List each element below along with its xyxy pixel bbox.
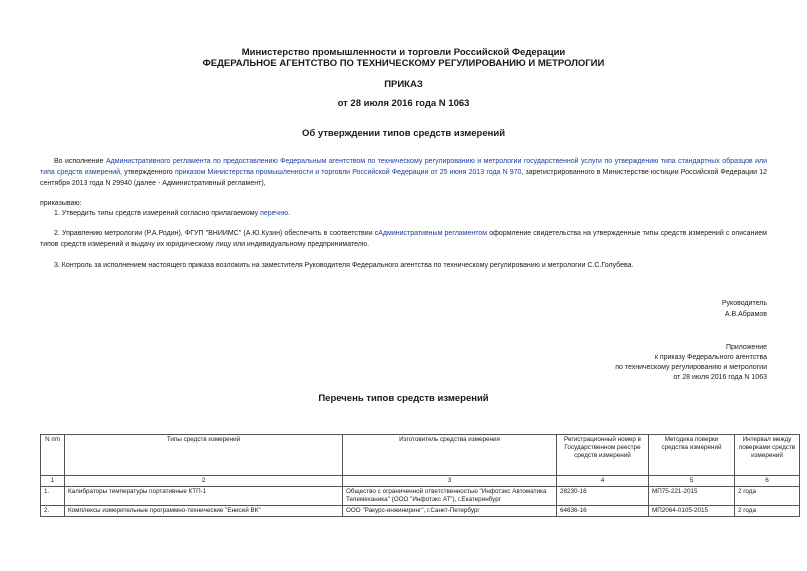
item-1-text-b: .: [288, 210, 291, 217]
item-2-text-b: оформление свидетельства на утвержденные типы средств измерений с описанием типов средств измерений и выдачу их юридическому лицу или индивидуальному предпринимателю.: [40, 230, 767, 248]
admin-regulation-link[interactable]: Административным регламентом: [378, 230, 488, 237]
signatory-role: Руководитель: [721, 300, 767, 307]
column-number: 5: [649, 476, 735, 487]
item-1-text-a: 1. Утвердить типы средств измерений согласно прилагаемому: [54, 210, 261, 217]
header-manufacturer: Изготовитель средства измерения: [343, 435, 557, 476]
list-title: Перечень типов средств измерений: [318, 393, 489, 404]
document-date: от 28 июля 2016 года N 1063: [337, 98, 470, 109]
list-link[interactable]: перечню: [260, 210, 289, 217]
instrument-type: Комплексы измерительные программно-технические "Енисей ВК": [65, 506, 343, 517]
column-number-row: [41, 476, 800, 487]
verification-interval: 2 года: [735, 487, 800, 506]
header-instrument-type: Типы средств измерений: [65, 435, 343, 476]
ministry-order-link[interactable]: приказом Министерства промышленности и торговли Российской Федерации от 25 июня 2013 года N 970: [174, 169, 522, 176]
table-header-row: [41, 435, 800, 476]
order-item-2: [40, 228, 767, 250]
instrument-type: Калибраторы температуры портативные КТП-1: [65, 487, 343, 506]
preamble-text-c: , зарегистрированного в Министерстве юстиции Российской Федерации 12 сентября 2013 года N 29940 (далее - Административный регламент),: [40, 169, 768, 187]
preamble-text-a: Во исполнение: [54, 158, 106, 165]
verification-method: МП75-221-2015: [649, 487, 735, 506]
preamble-paragraph: [40, 156, 767, 189]
preamble-text-b: , утвержденного: [120, 169, 175, 176]
verification-method: МП2064-0105-2015: [649, 506, 735, 517]
row-number: 2.: [41, 506, 65, 517]
document-type: ПРИКАЗ: [384, 79, 423, 90]
registration-number: 28230-16: [557, 487, 649, 506]
header-registration-number: Регистрационный номер в Государственном реестре средств измерений: [557, 435, 649, 476]
agency-name: ФЕДЕРАЛЬНОЕ АГЕНТСТВО ПО ТЕХНИЧЕСКОМУ РЕГУЛИРОВАНИЮ И МЕТРОЛОГИИ: [202, 58, 605, 69]
row-number: 1.: [41, 487, 65, 506]
verification-interval: 2 года: [735, 506, 800, 517]
ministry-name: Министерство промышленности и торговли Российской Федерации: [241, 47, 566, 58]
registration-number: 64636-16: [557, 506, 649, 517]
appendix-label: Приложение: [725, 344, 767, 351]
table-row: [41, 487, 800, 506]
appendix-line-3: по техническому регулированию и метрологии: [615, 364, 767, 371]
regulation-link[interactable]: Административного регламента по предоставлению Федеральным агентством по техническому регулированию и метрологии государственной услуги по утверждению типа стандартных образцов или типа средств измерений: [40, 158, 767, 176]
order-item-3: 3. Контроль за исполнением настоящего приказа возложить на заместителя Руководителя Федерального агентства по техническому регулированию и метрологии С.С.Голубева.: [54, 262, 634, 269]
appendix-line-2: к приказу Федерального агентства: [654, 354, 767, 361]
column-number: 1: [41, 476, 65, 487]
instruments-table: [40, 434, 800, 517]
column-number: 4: [557, 476, 649, 487]
order-word: приказываю:: [40, 200, 82, 207]
manufacturer: ООО "Ракурс-инжиниринг", г.Санкт-Петербург: [343, 506, 557, 517]
signatory-name: А.В.Абрамов: [724, 311, 767, 318]
item-2-text-a: 2. Управлению метрологии (Р.А.Родин), ФГУП "ВНИИМС" (А.Ю.Кузин) обеспечить в соответствии с: [54, 230, 379, 237]
order-item-1: [40, 208, 767, 219]
header-number: N п/п: [41, 435, 65, 476]
column-number: 6: [735, 476, 800, 487]
document-subject: Об утверждении типов средств измерений: [301, 128, 506, 139]
manufacturer: Общество с ограниченной ответственностью "Инфотэкс Автоматика Телемеханика" (ООО "Инфотэкс АТ"), г.Екатеринбург: [343, 487, 557, 506]
header-verification-method: Методика поверки средства измерений: [649, 435, 735, 476]
table-row: [41, 506, 800, 517]
appendix-line-4: от 28 июля 2016 года N 1063: [673, 374, 767, 381]
header-verification-interval: Интервал между поверками средств измерений: [735, 435, 800, 476]
column-number: 3: [343, 476, 557, 487]
column-number: 2: [65, 476, 343, 487]
